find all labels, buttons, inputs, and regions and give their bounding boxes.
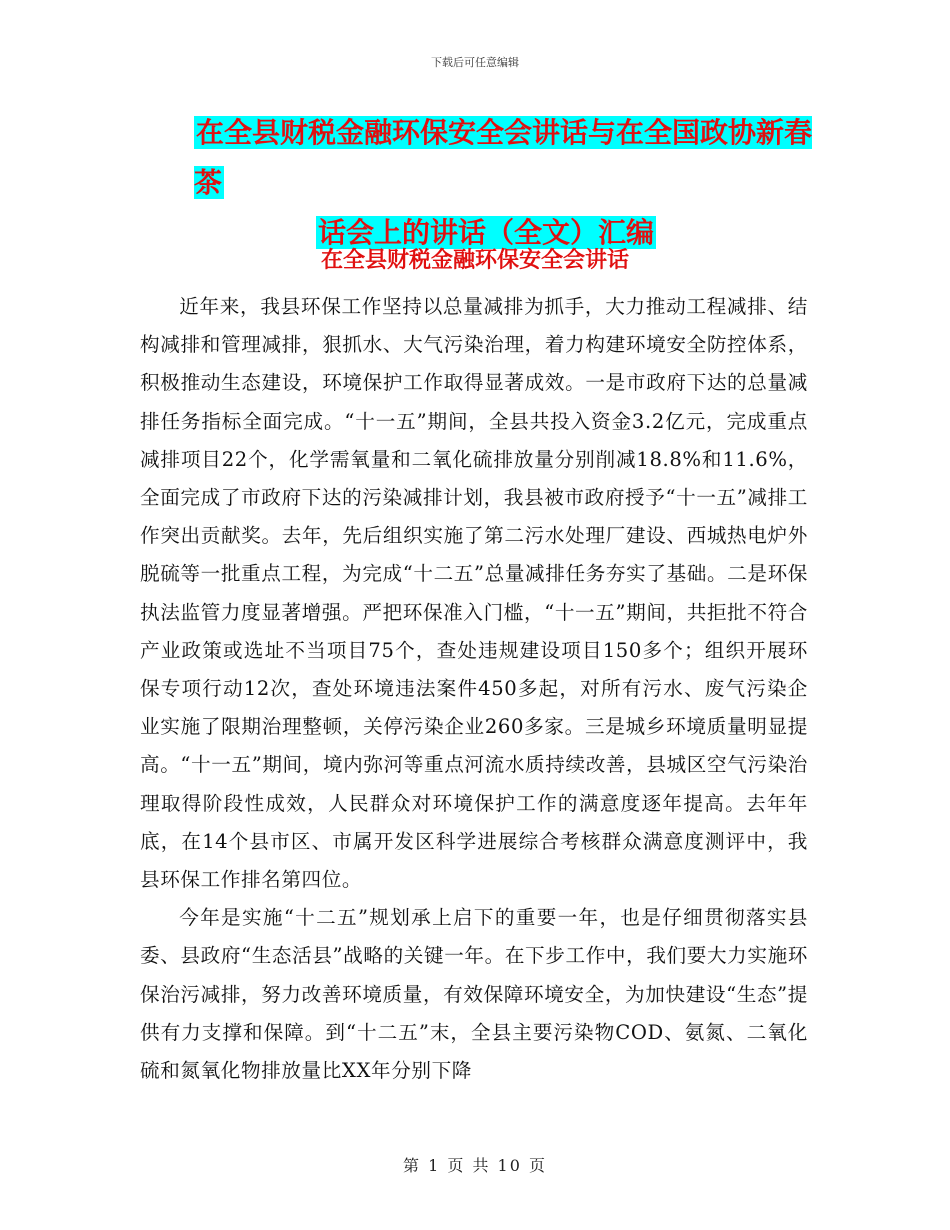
title-line-1: 在全县财税金融环保安全会讲话与在全国政协新春茶 bbox=[194, 116, 813, 199]
paragraph: 今年是实施“十二五”规划承上启下的重要一年，也是仔细贯彻落实县委、县政府“生态活县”战略的关键一年。在下步工作中，我们要大力实施环保治污减排，努力改善环境质量，有效保障环境安全，为加快建设“生态”提供有力支撑和保障。到“十二五”末，全县主要污染物COD、氨氮、二氧化硫和氮氧化物排放量比XX年分别下降 bbox=[140, 906, 808, 1083]
page-header-note: 下载后可任意编辑 bbox=[431, 56, 519, 69]
title-line-2: 话会上的讲话（全文）汇编 bbox=[318, 216, 655, 249]
document-title bbox=[140, 108, 820, 258]
section-heading: 在全县财税金融环保安全会讲话 bbox=[320, 248, 629, 273]
paragraph: 近年来，我县环保工作坚持以总量减排为抓手，大力推动工程减排、结构减排和管理减排，狠抓水、大气污染治理，着力构建环境安全防控体系，积极推动生态建设，环境保护工作取得显著成效。一是市政府下达的总量减排任务指标全面完成。“十一五”期间，全县共投入资金3.2亿元，完成重点减排项目22个，化学需氧量和二氧化硫排放量分别削减18.8%和11.6%，全面完成了市政府下达的污染减排计划，我县被市政府授予“十一五”减排工作突出贡献奖。去年，先后组织实施了第二污水处理厂建设、西城热电炉外脱硫等一批重点工程，为完成“十二五”总量减排任务夯实了基础。二是环保执法监管力度显著增强。严把环保准入门槛，“十一五”期间，共拒批不符合产业政策或选址不当项目75个，查处违规建设项目150多个；组织开展环保专项行动12次，查处环境违法案件450多起，对所有污水、废气污染企业实施了限期治理整顿，关停污染企业260多家。三是城乡环境质量明显提高。“十一五”期间，境内弥河等重点河流水质持续改善，县城区空气污染治理取得阶段性成效，人民群众对环境保护工作的满意度逐年提高。去年年底，在14个县市区、市属开发区科学进展综合考核群众满意度测评中，我县环保工作排名第四位。 bbox=[140, 295, 808, 892]
page-number-footer: 第 1 页 共 10 页 bbox=[403, 1156, 547, 1175]
body-text bbox=[140, 288, 808, 1090]
